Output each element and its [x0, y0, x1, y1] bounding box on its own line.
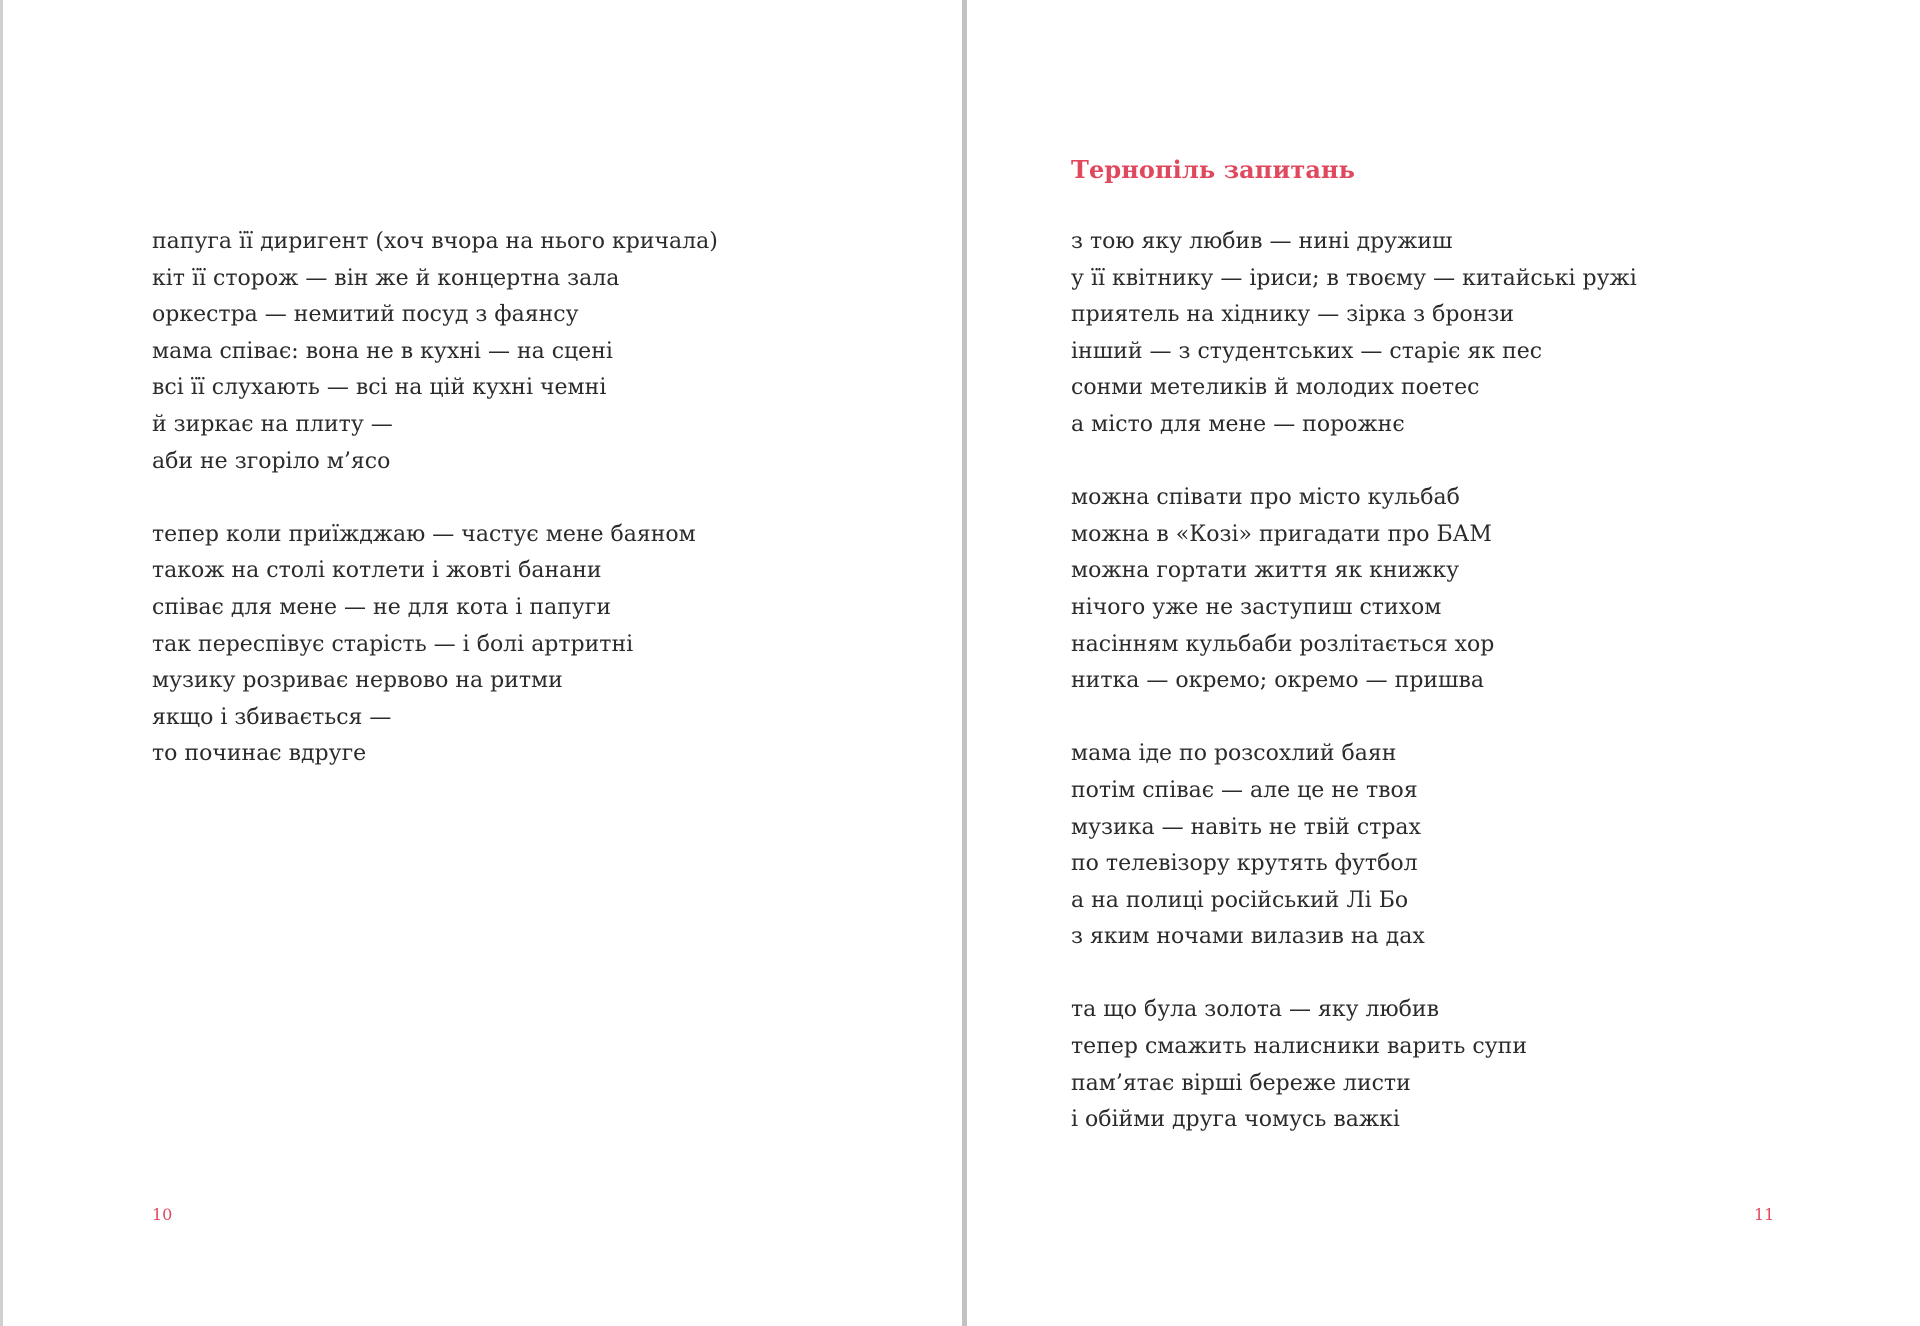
poem-line: нічого уже не заступиш стихом	[1071, 594, 1442, 620]
stanza	[152, 517, 718, 773]
stanza	[1071, 480, 1637, 700]
poem-line: а місто для мене — порожнє	[1071, 411, 1405, 437]
poem-line: приятель на хіднику — зірка з бронзи	[1071, 302, 1515, 328]
poem-line: можна гортати життя як книжку	[1071, 558, 1460, 584]
right-page	[967, 0, 1920, 1326]
poem-line: насінням кульбаби розлітається хор	[1071, 631, 1495, 657]
poem-line: тепер смажить налисники варить супи	[1071, 1034, 1527, 1060]
page-number: 10	[152, 1205, 173, 1224]
poem-line: нитка — окремо; окремо — пришва	[1071, 668, 1485, 694]
poem-line: якщо і збивається —	[152, 704, 392, 730]
poem-line: мама співає: вона не в кухні — на сцені	[152, 338, 613, 364]
poem-line: по телевізору крутять футбол	[1071, 851, 1418, 877]
stanza	[1071, 992, 1637, 1138]
poem-line: всі її слухають — всі на цій кухні чемні	[152, 375, 607, 401]
poem-line: можна в «Козі» пригадати про БАМ	[1071, 521, 1492, 547]
poem-line: співає для мене — не для кота і папуги	[152, 594, 611, 620]
stanza	[1071, 224, 1637, 444]
stanza	[152, 224, 718, 480]
poem-line: музика — навіть не твій страх	[1071, 814, 1421, 840]
poem-title: Тернопіль запитань	[1071, 155, 1356, 184]
poem-line: музику розриває нервово на ритми	[152, 668, 563, 694]
poem-line: так переспівує старість — і болі артритні	[152, 631, 634, 657]
poem-line: пам’ятає вірші береже листи	[1071, 1070, 1411, 1096]
page-number: 11	[1754, 1205, 1775, 1224]
poem-line: та що була золота — яку любив	[1071, 997, 1439, 1023]
poem-line: а на полиці російський Лі Бо	[1071, 887, 1409, 913]
poem-line: можна співати про місто кульбаб	[1071, 485, 1460, 511]
poem-line: й зиркає на плиту —	[152, 411, 393, 437]
poem-line: інший — з студентських — старіє як пес	[1071, 338, 1543, 364]
poem-line: кіт її сторож — він же й концертна зала	[152, 265, 620, 291]
poem-line: також на столі котлети і жовті банани	[152, 558, 602, 584]
poem-line: у її квітнику — іриси; в твоєму — китайські ружі	[1071, 265, 1637, 291]
poem-line: і обійми друга чомусь важкі	[1071, 1107, 1400, 1133]
poem-line: мама іде по розсохлий баян	[1071, 741, 1397, 767]
stanza	[1071, 736, 1637, 956]
poem-line: тепер коли приїжджаю — частує мене баяном	[152, 521, 696, 547]
poem-line: оркестра — немитий посуд з фаянсу	[152, 302, 579, 328]
left-poem-body	[152, 224, 718, 773]
poem-line: сонми метеликів й молодих поетес	[1071, 375, 1480, 401]
poem-line: аби не згоріло м’ясо	[152, 448, 391, 474]
poem-line: з тою яку любив — нині дружиш	[1071, 229, 1453, 254]
poem-line: з яким ночами вилазив на дах	[1071, 924, 1425, 950]
right-poem-body	[1071, 224, 1637, 1139]
poem-line: то починає вдруге	[152, 741, 367, 767]
poem-line: потім співає — але це не твоя	[1071, 777, 1418, 803]
poem-line: папуга її диригент (хоч вчора на нього кричала)	[152, 229, 718, 254]
